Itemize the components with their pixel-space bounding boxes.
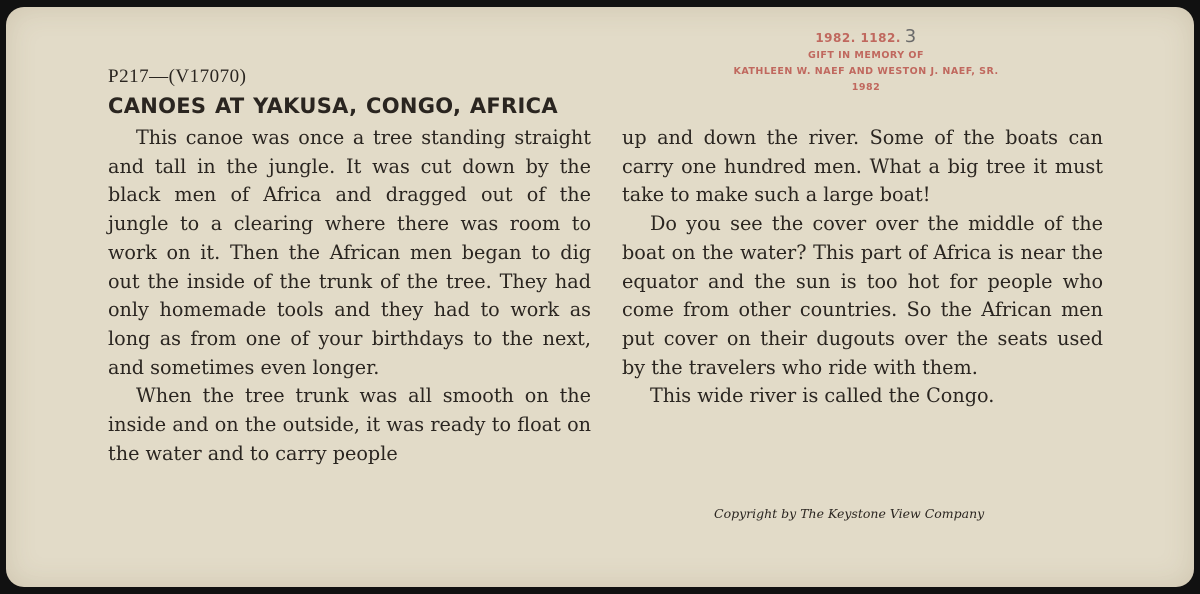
stamp-line-1: GIFT IN MEMORY OF — [808, 50, 924, 61]
paragraph: Do you see the cover over the middle of the boat on the water? This part of Africa is near the equator and the sun is too hot for people who come from other countries. So the African men put cover on their dugouts over the seats used by the travelers who ride with them. — [622, 212, 1103, 379]
museum-accession-stamp — [666, 26, 1066, 96]
stamp-line-2: KATHLEEN W. NAEF AND WESTON J. NAEF, SR. — [733, 66, 999, 77]
copyright-notice: Copyright by The Keystone View Company — [714, 506, 985, 521]
handwritten-mark: 3 — [904, 26, 917, 47]
accession-number: 1982. 1182. — [815, 31, 901, 45]
paragraph: This canoe was once a tree standing straight and tall in the jungle. It was cut down by the black men of Africa and dragged out of the jungle to a clearing where there was room to work on it. Then the African men began to dig out the inside of the trunk of the tree. They had only homemade tools and they had to work as long as from one of your birthdays to the next, and sometimes even longer. — [108, 126, 591, 379]
paragraph: This wide river is called the Congo. — [650, 384, 995, 408]
stamp-line-3: 1982 — [851, 82, 881, 93]
text-column-right — [622, 124, 1103, 411]
paragraph: When the tree trunk was all smooth on the inside and on the outside, it was ready to float on the water and to carry people — [108, 384, 591, 465]
paragraph: up and down the river. Some of the boats can carry one hundred men. What a big tree it must take to make such a large boat! — [622, 126, 1103, 207]
card-title: CANOES AT YAKUSA, CONGO, AFRICA — [108, 94, 558, 118]
catalog-code: P217—(V17070) — [108, 66, 247, 87]
text-column-left — [108, 124, 591, 468]
